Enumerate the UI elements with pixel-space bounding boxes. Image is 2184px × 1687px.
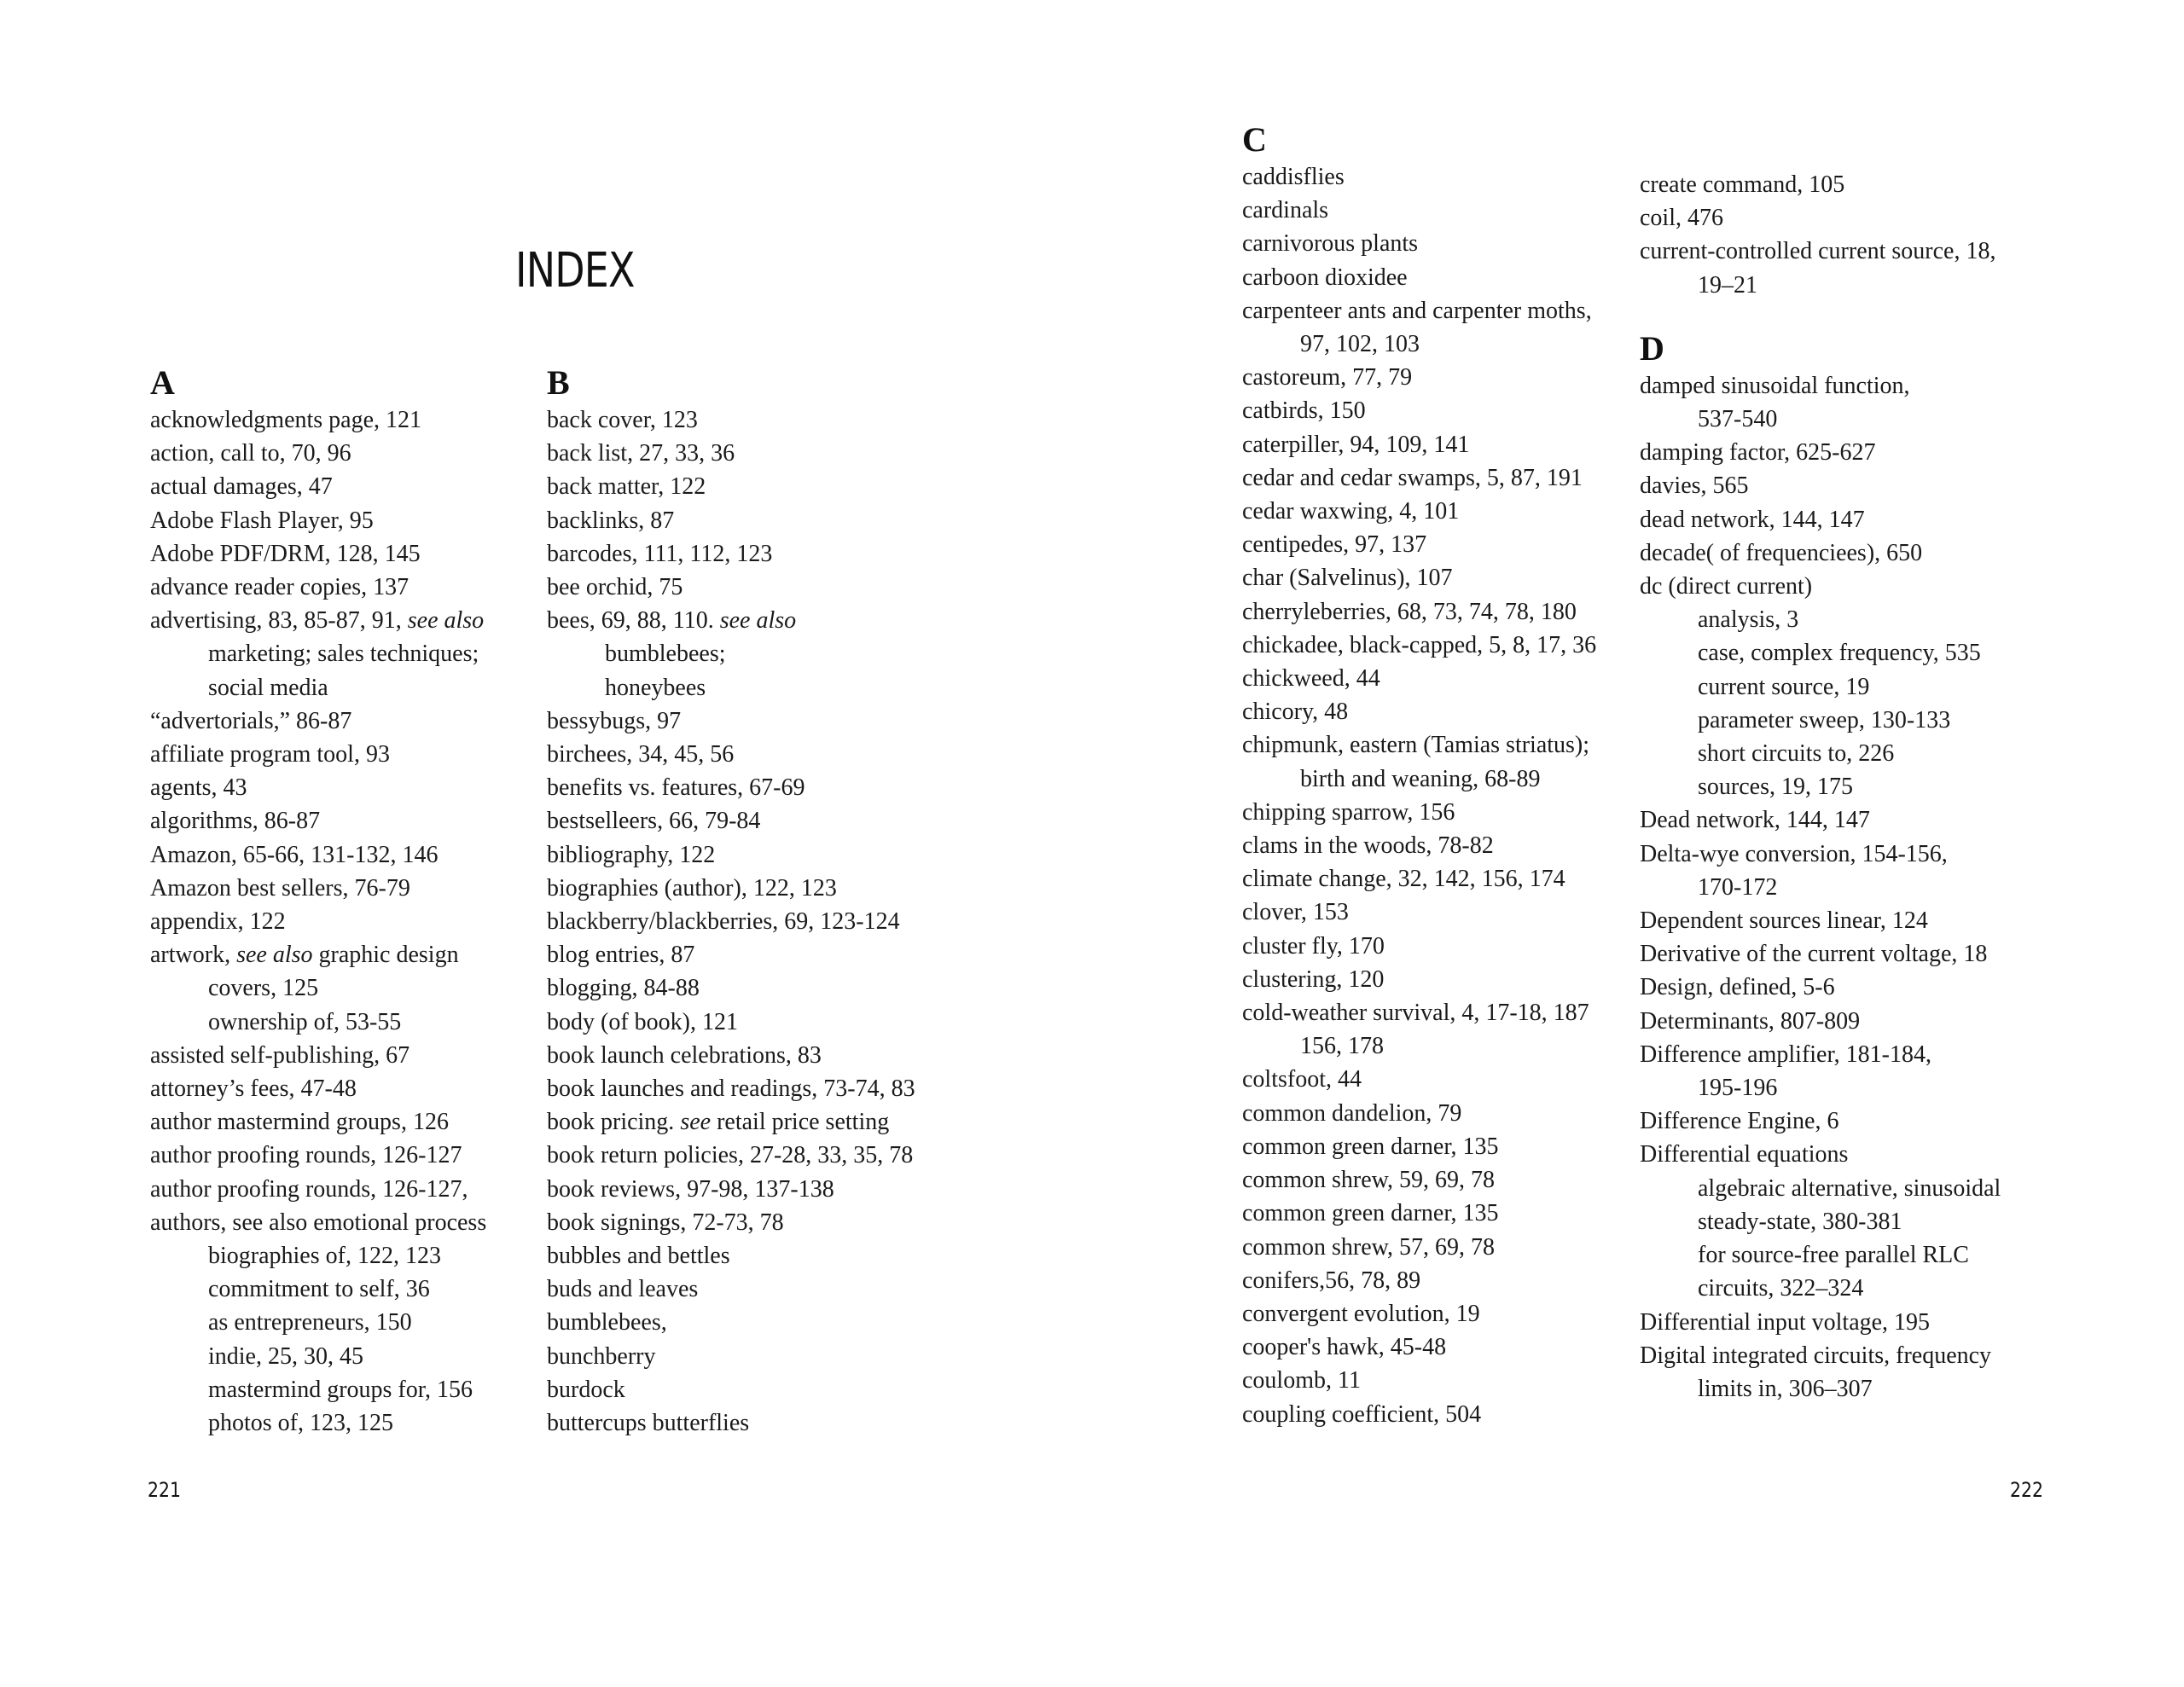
index-entry [150, 872, 486, 905]
entry-text: Digital integrated circuits, frequency [1640, 1342, 1992, 1369]
index-entry [150, 771, 486, 804]
entry-text: clustering, 120 [1242, 965, 1385, 993]
index-subentry [1640, 636, 2001, 670]
entry-text: common shrew, 57, 69, 78 [1242, 1233, 1496, 1261]
entry-text: cedar and cedar swamps, 5, 87, 191 [1242, 464, 1583, 491]
index-entry [1640, 201, 2001, 235]
entry-text: carnivorous plants [1242, 230, 1419, 258]
entry-text: cold-weather survival, 4, 17-18, 187 [1242, 1000, 1589, 1027]
entry-text: back matter, 122 [547, 473, 706, 501]
entry-text: create command, 105 [1640, 171, 1845, 198]
entry-text: author mastermind groups, 126 [150, 1109, 449, 1136]
index-entry [1242, 394, 1596, 427]
index-entry [1640, 803, 2001, 837]
index-entry [1640, 1005, 2001, 1038]
entry-text: dc (direct current) [1640, 573, 1813, 600]
entry-text: birth and weaning, 68-89 [1300, 765, 1541, 792]
index-entry [1242, 629, 1596, 662]
index-entry [547, 704, 915, 738]
entry-text: Design, defined, 5-6 [1640, 974, 1835, 1001]
index-entry [1242, 1297, 1596, 1330]
entry-text: conifers,56, 78, 89 [1242, 1267, 1421, 1294]
entry-text: body (of book), 121 [547, 1008, 738, 1035]
entry-text: common shrew, 59, 69, 78 [1242, 1167, 1496, 1194]
entry-text: 170-172 [1698, 873, 1778, 901]
entry-text: commitment to self, 36 [208, 1276, 430, 1303]
entry-text: catbirds, 150 [1242, 397, 1366, 425]
index-entry [1640, 369, 2001, 403]
index-subentry [150, 1306, 486, 1339]
entry-text: common green darner, 135 [1242, 1133, 1499, 1160]
cross-reference: see also [236, 942, 313, 969]
entry-text: common green darner, 135 [1242, 1200, 1499, 1227]
entry-text: 19–21 [1698, 271, 1757, 299]
entry-text: current source, 19 [1698, 673, 1870, 700]
index-entry [547, 470, 915, 503]
index-entry [547, 1105, 915, 1139]
index-entry [547, 838, 915, 872]
entry-text: book launch celebrations, 83 [547, 1041, 822, 1069]
entry-text: buttercups butterflies [547, 1410, 750, 1437]
entry-text: attorney’s fees, 47-48 [150, 1075, 357, 1103]
entry-text: book reviews, 97-98, 137-138 [547, 1175, 834, 1203]
entry-text: coltsfoot, 44 [1242, 1066, 1362, 1093]
entry-text: bee orchid, 75 [547, 574, 683, 601]
entry-text: benefits vs. features, 67-69 [547, 774, 805, 802]
entry-text: birchees, 34, 45, 56 [547, 741, 735, 768]
cross-reference: see also [407, 607, 485, 635]
index-entry [1242, 528, 1596, 561]
index-entry [1242, 1364, 1596, 1397]
entry-text: bunchberry [547, 1342, 656, 1370]
entry-text: current-controlled current source, 18, [1640, 238, 1996, 265]
entry-text: 195-196 [1698, 1075, 1778, 1102]
index-entry [547, 1139, 915, 1172]
entry-text: author proofing rounds, 126-127 [150, 1142, 462, 1169]
index-column-d [1640, 168, 2001, 1406]
index-entry [1640, 235, 2001, 268]
index-entry [547, 1340, 915, 1373]
index-entry [547, 1406, 915, 1440]
index-subentry [1640, 1172, 2001, 1205]
section-letter-c: C [1242, 120, 1267, 159]
entry-text: Amazon best sellers, 76-79 [150, 874, 410, 901]
entry-text: caterpiller, 94, 109, 141 [1242, 431, 1470, 458]
index-subentry [1640, 269, 2001, 302]
entry-text: damping factor, 625-627 [1640, 439, 1876, 467]
index-entry [150, 470, 486, 503]
entry-text: book launches and readings, 73-74, 83 [547, 1075, 915, 1103]
index-entry [150, 1206, 486, 1239]
index-subentry [150, 1272, 486, 1306]
index-column-c [1242, 119, 1596, 1431]
index-entry [1242, 963, 1596, 996]
index-entry [1242, 194, 1596, 227]
index-subentry [1640, 1071, 2001, 1104]
entry-text: algebraic alternative, sinusoidal [1698, 1174, 2001, 1202]
entry-text: bumblebees, [547, 1309, 667, 1336]
entry-text: carboon dioxidee [1242, 264, 1408, 291]
entry-text: bees, 69, 88, 110. [547, 607, 720, 635]
entry-text: Adobe PDF/DRM, 128, 145 [150, 540, 421, 567]
entry-list-d [1640, 369, 2001, 1406]
entry-text: Determinants, 807-809 [1640, 1007, 1861, 1035]
index-column-b [547, 362, 915, 1440]
index-entry [547, 1306, 915, 1339]
index-subentry [150, 1373, 486, 1406]
index-entry [1242, 896, 1596, 929]
entry-text: steady-state, 380-381 [1698, 1208, 1902, 1235]
entry-text: back list, 27, 33, 36 [547, 440, 735, 467]
entry-text: cooper's hawk, 45-48 [1242, 1334, 1447, 1361]
entry-text: limits in, 306–307 [1698, 1375, 1873, 1402]
entry-text: mastermind groups for, 156 [208, 1376, 473, 1403]
index-subentry [1640, 871, 2001, 904]
index-subentry [1640, 603, 2001, 636]
index-subentry [1242, 1029, 1596, 1063]
entry-text: advertising, 83, 85-87, 91, [150, 607, 408, 635]
entry-text: assisted self-publishing, 67 [150, 1041, 410, 1069]
index-entry [150, 504, 486, 537]
index-entry [1242, 160, 1596, 194]
entry-list-a [150, 403, 486, 1440]
index-subentry [1640, 670, 2001, 704]
index-entry [150, 804, 486, 838]
index-entry [547, 872, 915, 905]
entry-text: case, complex frequency, 535 [1698, 640, 1981, 667]
entry-text: chickadee, black-capped, 5, 8, 17, 36 [1242, 631, 1597, 658]
index-entry [1242, 561, 1596, 594]
entry-text: advance reader copies, 137 [150, 574, 410, 601]
entry-text: artwork, [150, 942, 237, 969]
index-entry [547, 1373, 915, 1406]
index-entry [1640, 1138, 2001, 1171]
entry-text: agents, 43 [150, 774, 247, 802]
entry-text: covers, 125 [208, 975, 319, 1002]
entry-text: chicory, 48 [1242, 699, 1349, 726]
index-entry [1242, 428, 1596, 461]
index-entry [1242, 1097, 1596, 1130]
entry-text: common dandelion, 79 [1242, 1099, 1462, 1127]
index-entry [547, 604, 915, 637]
index-entry [547, 1039, 915, 1072]
entry-text: appendix, 122 [150, 908, 286, 936]
entry-text: clover, 153 [1242, 899, 1349, 926]
index-entry [1242, 1231, 1596, 1264]
index-title: INDEX [515, 243, 635, 299]
index-entry [547, 571, 915, 604]
index-entry [1242, 261, 1596, 294]
entry-text: cluster fly, 170 [1242, 932, 1385, 959]
entry-text: bumblebees; [605, 641, 726, 668]
index-subentry [150, 1406, 486, 1440]
index-subentry [547, 671, 915, 704]
index-entry [547, 971, 915, 1005]
index-entry [547, 1239, 915, 1272]
entry-text: analysis, 3 [1698, 606, 1799, 634]
index-entry [1242, 796, 1596, 829]
index-entry [150, 571, 486, 604]
index-entry [547, 738, 915, 771]
index-entry [1640, 436, 2001, 469]
index-entry [547, 403, 915, 437]
index-entry [547, 905, 915, 938]
entry-text: Dependent sources linear, 124 [1640, 907, 1928, 935]
entry-text: parameter sweep, 130-133 [1698, 706, 1951, 733]
entry-text: ownership of, 53-55 [208, 1008, 402, 1035]
entry-text: sources, 19, 175 [1698, 774, 1853, 801]
entry-text: social media [208, 674, 328, 701]
index-entry [1640, 1339, 2001, 1372]
entry-text: biographies (author), 122, 123 [547, 874, 837, 901]
index-entry [1242, 361, 1596, 394]
index-entry [1640, 971, 2001, 1004]
entry-text: Delta-wye conversion, 154-156, [1640, 840, 1948, 867]
index-entry [1242, 1330, 1596, 1364]
entry-text: dead network, 144, 147 [1640, 506, 1865, 533]
index-entry [1242, 495, 1596, 528]
entry-text: back cover, 123 [547, 407, 698, 433]
entry-text: castoreum, 77, 79 [1242, 364, 1413, 391]
index-subentry [1640, 1372, 2001, 1406]
entry-text: book signings, 72-73, 78 [547, 1209, 784, 1236]
entry-text: davies, 565 [1640, 472, 1749, 500]
index-entry [1242, 662, 1596, 695]
entry-text: cherryleberries, 68, 73, 74, 78, 180 [1242, 598, 1577, 625]
index-subentry [1640, 737, 2001, 770]
section-letter-a: A [150, 363, 175, 402]
entry-text: actual damages, 47 [150, 473, 333, 501]
entry-text: Difference amplifier, 181-184, [1640, 1041, 1932, 1068]
index-subentry [150, 1340, 486, 1373]
entry-text: Amazon, 65-66, 131-132, 146 [150, 841, 439, 868]
index-entry [547, 1272, 915, 1306]
index-entry [150, 1105, 486, 1139]
index-entry [150, 1139, 486, 1172]
entry-text: chickweed, 44 [1242, 665, 1380, 693]
entry-text: book return policies, 27-28, 33, 35, 78 [547, 1142, 914, 1169]
index-entry [1640, 1038, 2001, 1071]
index-entry [1640, 570, 2001, 603]
index-entry [547, 537, 915, 571]
entry-text: book pricing. [547, 1109, 681, 1136]
entry-text: honeybees [605, 674, 706, 701]
index-entry [547, 1072, 915, 1105]
index-entry [1242, 695, 1596, 728]
entry-text: clams in the woods, 78-82 [1242, 832, 1494, 860]
entry-text: burdock [547, 1376, 625, 1403]
index-entry [1242, 294, 1596, 328]
index-entry [1242, 1163, 1596, 1197]
index-entry [547, 1006, 915, 1039]
entry-text: coil, 476 [1640, 205, 1723, 232]
entry-text: bibliography, 122 [547, 841, 716, 868]
entry-text: “advertorials,” 86-87 [150, 707, 352, 734]
entry-list-c-continued [1640, 168, 2001, 302]
entry-text: biographies of, 122, 123 [208, 1243, 441, 1270]
index-entry [150, 537, 486, 571]
index-entry [1640, 904, 2001, 937]
entry-text: Differential equations [1640, 1141, 1849, 1168]
section-letter-d: D [1640, 328, 1664, 368]
entry-text: Derivative of the current voltage, 18 [1640, 941, 1988, 968]
entry-text: author proofing rounds, 126-127, [150, 1175, 468, 1203]
index-subentry [547, 637, 915, 670]
index-entry [150, 437, 486, 470]
entry-text: damped sinusoidal function, [1640, 372, 1910, 399]
index-subentry [1640, 770, 2001, 803]
index-entry [1242, 1130, 1596, 1163]
entry-text: acknowledgments page, 121 [150, 407, 422, 433]
index-entry [1640, 469, 2001, 502]
cross-reference: see [680, 1109, 712, 1136]
entry-text: as entrepreneurs, 150 [208, 1309, 412, 1336]
index-subentry [1640, 403, 2001, 436]
entry-text: chipmunk, eastern (Tamias striatus); [1242, 732, 1590, 759]
entry-text: 537-540 [1698, 406, 1778, 433]
index-entry [1242, 996, 1596, 1029]
index-entry [1640, 838, 2001, 871]
page-number-left: 221 [148, 1478, 181, 1502]
entry-text: convergent evolution, 19 [1242, 1300, 1480, 1327]
entry-text: action, call to, 70, 96 [150, 440, 351, 467]
index-entry [1242, 1197, 1596, 1230]
entry-text-after: graphic design [312, 942, 459, 969]
entry-text: Differential input voltage, 195 [1640, 1308, 1931, 1336]
index-entry [1640, 1306, 2001, 1339]
entry-text: cardinals [1242, 197, 1329, 224]
index-subentry [150, 1006, 486, 1039]
index-entry [1242, 728, 1596, 762]
entry-text: Dead network, 144, 147 [1640, 807, 1870, 834]
entry-text: 156, 178 [1300, 1033, 1384, 1060]
entry-text: char (Salvelinus), 107 [1242, 565, 1453, 592]
index-entry [547, 804, 915, 838]
index-subentry [150, 971, 486, 1005]
entry-text: short circuits to, 226 [1698, 740, 1895, 768]
index-entry [1242, 862, 1596, 896]
entry-text: climate change, 32, 142, 156, 174 [1242, 866, 1565, 893]
entry-text: for source-free parallel RLC [1698, 1242, 1969, 1269]
index-entry [547, 1173, 915, 1206]
index-subentry [150, 637, 486, 670]
index-subentry [1640, 1272, 2001, 1305]
entry-text: blogging, 84-88 [547, 975, 700, 1002]
index-entry [1242, 829, 1596, 862]
entry-text: decade( of frequenciees), 650 [1640, 539, 1923, 566]
entry-text: bessybugs, 97 [547, 707, 682, 734]
entry-text: blog entries, 87 [547, 942, 695, 969]
index-entry [1242, 461, 1596, 495]
entry-text: blackberry/blackberries, 69, 123-124 [547, 908, 900, 936]
index-entry [150, 403, 486, 437]
index-entry [150, 704, 486, 738]
index-entry [150, 905, 486, 938]
index-column-a [150, 362, 486, 1440]
entry-text: coupling coefficient, 504 [1242, 1400, 1482, 1428]
index-entry [150, 738, 486, 771]
entry-text: photos of, 123, 125 [208, 1410, 393, 1437]
entry-text: centipedes, 97, 137 [1242, 531, 1427, 559]
entry-list-c [1242, 160, 1596, 1431]
index-entry [1242, 595, 1596, 629]
entry-text-after: retail price setting [711, 1109, 890, 1136]
index-entry [1242, 1063, 1596, 1096]
entry-text: carpenteer ants and carpenter moths, [1242, 297, 1592, 324]
index-entry [1640, 536, 2001, 570]
index-entry [547, 771, 915, 804]
entry-text: 97, 102, 103 [1300, 331, 1420, 358]
section-spacer [1640, 302, 2001, 328]
entry-text: chipping sparrow, 156 [1242, 798, 1455, 826]
entry-text: bubbles and bettles [547, 1243, 730, 1270]
index-entry [150, 1039, 486, 1072]
entry-text: Difference Engine, 6 [1640, 1108, 1839, 1135]
entry-text: affiliate program tool, 93 [150, 741, 390, 768]
index-subentry [1242, 328, 1596, 361]
entry-text: cedar waxwing, 4, 101 [1242, 498, 1460, 525]
index-entry [1640, 503, 2001, 536]
index-entry [1242, 227, 1596, 260]
index-entry [547, 1206, 915, 1239]
entry-text: coulomb, 11 [1242, 1367, 1361, 1394]
entry-list-b [547, 403, 915, 1440]
entry-text: circuits, 322–324 [1698, 1275, 1864, 1302]
page-number-right: 222 [2010, 1478, 2043, 1502]
entry-text: buds and leaves [547, 1276, 699, 1303]
index-entry [150, 604, 486, 637]
index-subentry [1242, 762, 1596, 796]
index-entry [150, 838, 486, 872]
cross-reference: see also [719, 607, 797, 635]
entry-text: barcodes, 111, 112, 123 [547, 540, 773, 567]
index-entry [547, 938, 915, 971]
entry-text: caddisflies [1242, 164, 1345, 190]
index-entry [1640, 937, 2001, 971]
entry-text: indie, 25, 30, 45 [208, 1342, 363, 1370]
index-entry [1242, 1398, 1596, 1431]
index-subentry [150, 1239, 486, 1272]
index-entry [1242, 930, 1596, 963]
index-entry [1242, 1264, 1596, 1297]
index-subentry [1640, 1205, 2001, 1238]
index-entry [150, 938, 486, 971]
index-entry [150, 1072, 486, 1105]
entry-text: bestselleers, 66, 79-84 [547, 808, 761, 835]
index-entry [1640, 168, 2001, 201]
index-entry [1640, 1104, 2001, 1138]
entry-text: Adobe Flash Player, 95 [150, 507, 374, 534]
entry-text: backlinks, 87 [547, 507, 675, 534]
index-subentry [150, 671, 486, 704]
index-entry [547, 437, 915, 470]
section-letter-b: B [547, 363, 570, 402]
index-subentry [1640, 704, 2001, 737]
index-entry [150, 1173, 486, 1206]
entry-text: marketing; sales techniques; [208, 641, 479, 668]
index-entry [547, 504, 915, 537]
entry-text: authors, see also emotional process [150, 1209, 487, 1236]
entry-text: algorithms, 86-87 [150, 808, 321, 835]
index-subentry [1640, 1238, 2001, 1272]
